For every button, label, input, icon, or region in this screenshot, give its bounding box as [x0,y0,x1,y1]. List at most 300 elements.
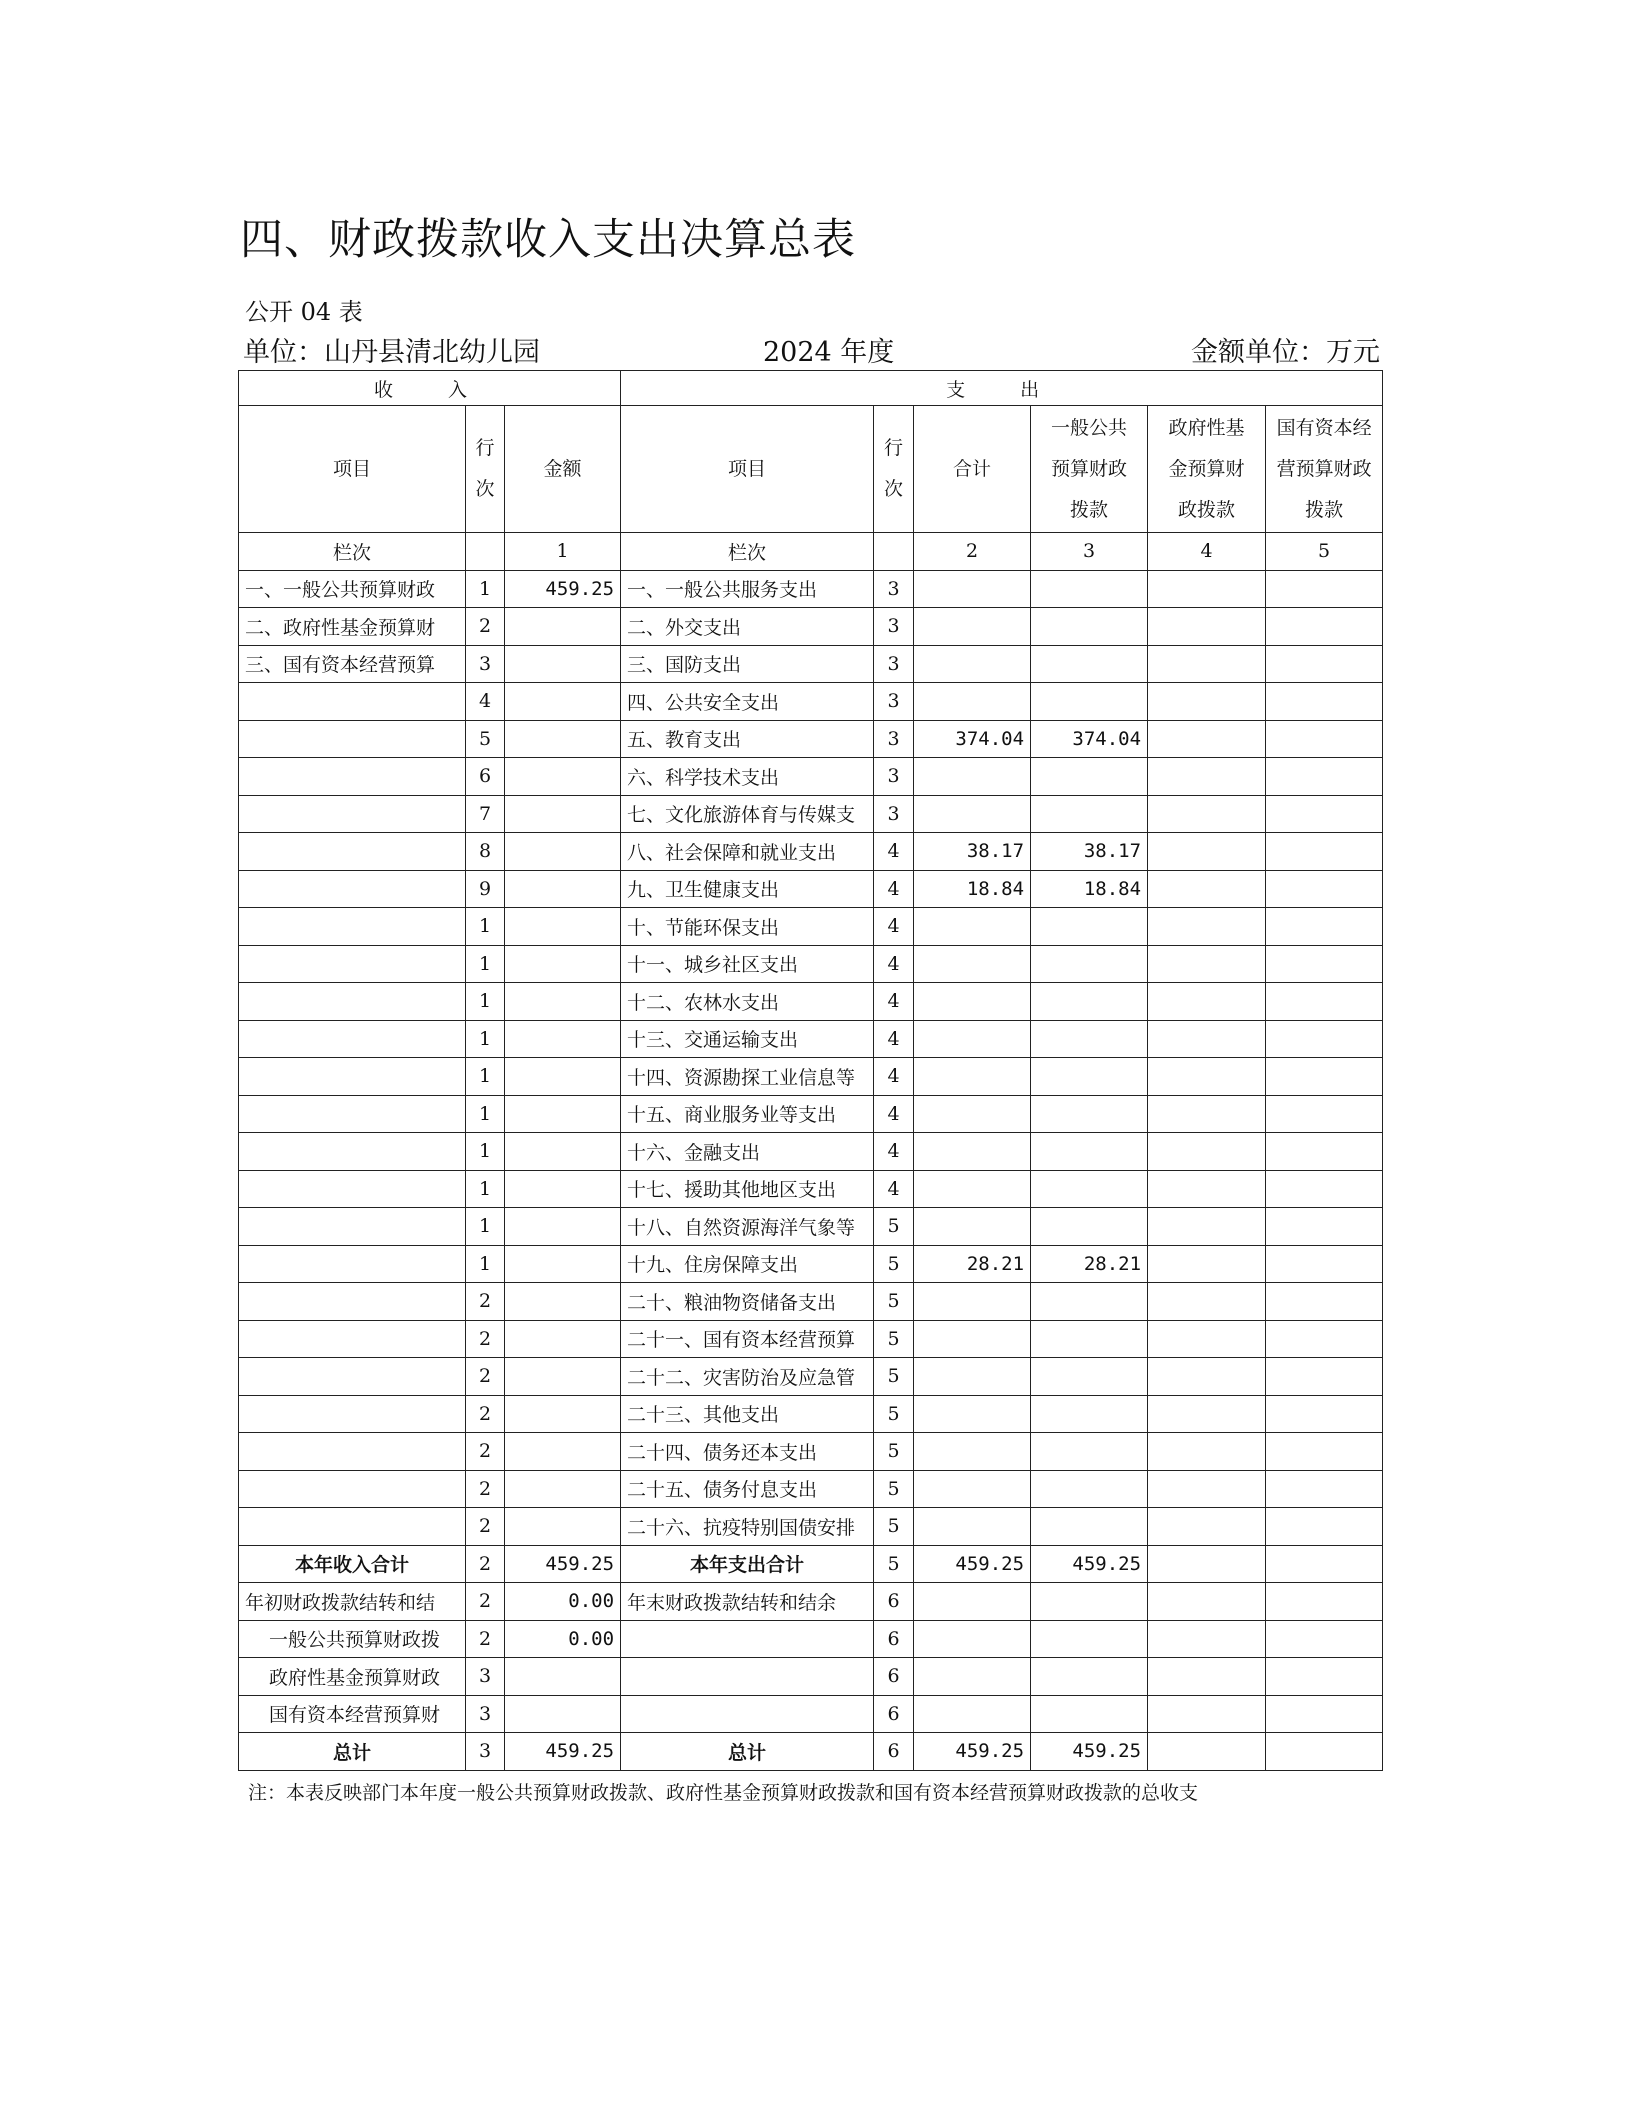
expense-item-cell: 五、教育支出 [621,720,874,758]
state-capital-cell [1266,983,1383,1021]
fiscal-year: 2024 年度 [763,337,895,368]
table-row [239,833,1383,871]
general-budget-cell [1031,1133,1148,1171]
total-cell [914,758,1031,796]
income-item-cell [239,1283,466,1321]
expense-line-cell: 5 [874,1283,914,1321]
expense-line-cell: 6 [874,1583,914,1621]
income-amount-cell: 459.25 [505,1733,621,1771]
colno-4: 4 [1148,533,1266,571]
state-capital-cell [1266,1320,1383,1358]
state-capital-cell [1266,1658,1383,1696]
table-row [239,983,1383,1021]
fund-budget-cell [1148,1133,1266,1171]
expense-item-cell: 十六、金融支出 [621,1133,874,1171]
column-header-row [239,406,1383,533]
total-cell [914,683,1031,721]
expense-line-cell: 3 [874,683,914,721]
income-amount-cell [505,833,621,871]
expense-line-cell: 4 [874,1170,914,1208]
income-amount-cell [505,1283,621,1321]
income-line-cell: 7 [466,795,505,833]
table-row [239,1433,1383,1471]
colno-blank-expense [874,533,914,571]
income-amount-cell: 0.00 [505,1620,621,1658]
general-budget-cell: 459.25 [1031,1545,1148,1583]
income-item-cell [239,1358,466,1396]
table-row [239,683,1383,721]
fund-budget-cell [1148,833,1266,871]
income-amount-cell [505,1095,621,1133]
general-budget-cell [1031,1695,1148,1733]
general-budget-cell [1031,945,1148,983]
general-budget-cell [1031,1470,1148,1508]
expense-item-cell: 三、国防支出 [621,645,874,683]
income-amount-cell [505,908,621,946]
reporting-unit: 单位：山丹县清北幼儿园 [243,337,540,368]
total-cell [914,1470,1031,1508]
income-line-cell: 2 [466,1358,505,1396]
table-row [239,1020,1383,1058]
general-budget-cell: 38.17 [1031,833,1148,871]
expense-line-cell: 4 [874,908,914,946]
state-capital-cell [1266,1358,1383,1396]
fund-budget-cell [1148,1020,1266,1058]
general-budget-cell [1031,1395,1148,1433]
income-item-cell [239,983,466,1021]
expense-item-cell: 十七、援助其他地区支出 [621,1170,874,1208]
income-line-cell: 1 [466,1020,505,1058]
fund-budget-cell [1148,1658,1266,1696]
expense-line-cell: 5 [874,1433,914,1471]
expense-item-cell: 二十、粮油物资储备支出 [621,1283,874,1321]
income-item-cell [239,720,466,758]
income-amount-cell [505,1470,621,1508]
expense-item-cell: 年末财政拨款结转和结余 [621,1583,874,1621]
state-capital-cell [1266,1208,1383,1246]
income-amount-cell [505,1245,621,1283]
expense-line-cell: 4 [874,870,914,908]
expense-item-cell: 九、卫生健康支出 [621,870,874,908]
income-item-cell [239,833,466,871]
general-budget-cell [1031,645,1148,683]
expense-line-cell: 5 [874,1470,914,1508]
general-budget-cell [1031,1620,1148,1658]
state-capital-cell [1266,1245,1383,1283]
fund-budget-cell [1148,1245,1266,1283]
general-budget-cell [1031,1208,1148,1246]
expense-item-cell: 七、文化旅游体育与传媒支 [621,795,874,833]
income-item-cell: 年初财政拨款结转和结 [239,1583,466,1621]
income-line-cell: 2 [466,1470,505,1508]
state-capital-cell [1266,1470,1383,1508]
page-title: 四、财政拨款收入支出决算总表 [240,215,856,265]
fund-budget-cell [1148,1733,1266,1771]
expense-item-cell: 本年支出合计 [621,1545,874,1583]
money-unit: 金额单位：万元 [1191,337,1380,368]
income-line-cell: 1 [466,1208,505,1246]
table-row [239,608,1383,646]
fund-budget-cell [1148,1058,1266,1096]
income-line-cell: 1 [466,945,505,983]
total-cell [914,945,1031,983]
income-item-cell [239,683,466,721]
income-item-cell [239,1320,466,1358]
table-row [239,1133,1383,1171]
income-section-label: 收 入 [239,371,621,406]
total-cell [914,1620,1031,1658]
table-row [239,908,1383,946]
income-line-cell: 4 [466,683,505,721]
state-capital-cell [1266,645,1383,683]
fund-budget-cell [1148,1095,1266,1133]
expense-item-cell: 十、节能环保支出 [621,908,874,946]
expense-item-cell: 十二、农林水支出 [621,983,874,1021]
income-item-cell [239,945,466,983]
expense-line-cell: 5 [874,1245,914,1283]
total-cell [914,1395,1031,1433]
income-line-cell: 1 [466,1058,505,1096]
expense-line-cell: 4 [874,983,914,1021]
state-capital-cell [1266,833,1383,871]
table-row [239,795,1383,833]
fund-budget-header: 政府性基金预算财政拨款 [1148,406,1266,533]
fund-budget-cell [1148,1208,1266,1246]
expense-item-cell: 一、一般公共服务支出 [621,570,874,608]
expense-line-cell: 4 [874,1020,914,1058]
total-cell [914,1320,1031,1358]
total-cell [914,1170,1031,1208]
state-capital-cell [1266,1433,1383,1471]
general-budget-cell [1031,683,1148,721]
state-capital-cell [1266,1733,1383,1771]
expense-line-cell: 3 [874,795,914,833]
meta-line [243,330,1380,368]
expense-item-cell: 十八、自然资源海洋气象等 [621,1208,874,1246]
income-item-cell [239,1245,466,1283]
fund-budget-cell [1148,983,1266,1021]
income-amount-cell [505,720,621,758]
expense-line-cell: 6 [874,1658,914,1696]
state-capital-cell [1266,1058,1383,1096]
total-cell [914,570,1031,608]
income-item-cell: 本年收入合计 [239,1545,466,1583]
income-amount-cell [505,758,621,796]
expense-item-cell: 二十四、债务还本支出 [621,1433,874,1471]
income-line-cell: 2 [466,1283,505,1321]
income-line-cell: 2 [466,1583,505,1621]
income-amount-cell [505,683,621,721]
income-line-cell: 1 [466,1170,505,1208]
colno-blank [466,533,505,571]
fund-budget-cell [1148,758,1266,796]
colno-label-expense: 栏次 [621,533,874,571]
fund-budget-cell [1148,1395,1266,1433]
income-line-cell: 1 [466,570,505,608]
expense-line-cell: 3 [874,608,914,646]
general-budget-cell: 374.04 [1031,720,1148,758]
income-amount-cell [505,1133,621,1171]
income-item-cell [239,758,466,796]
fund-budget-cell [1148,1320,1266,1358]
general-budget-cell [1031,1508,1148,1546]
general-budget-cell [1031,908,1148,946]
expense-item-cell: 二十一、国有资本经营预算 [621,1320,874,1358]
income-amount-cell [505,1320,621,1358]
state-capital-cell [1266,795,1383,833]
expense-line-cell: 5 [874,1545,914,1583]
income-item-cell: 三、国有资本经营预算 [239,645,466,683]
year-total-row [239,1545,1383,1583]
expense-line-cell: 6 [874,1733,914,1771]
fund-budget-cell [1148,1170,1266,1208]
fund-budget-cell [1148,1545,1266,1583]
fund-budget-cell [1148,1583,1266,1621]
income-line-cell: 1 [466,1095,505,1133]
income-item-cell [239,908,466,946]
expense-line-cell: 3 [874,645,914,683]
income-line-cell: 3 [466,1658,505,1696]
expense-item-cell: 二十三、其他支出 [621,1395,874,1433]
fund-budget-cell [1148,1508,1266,1546]
expense-item-cell: 二、外交支出 [621,608,874,646]
fund-budget-cell [1148,870,1266,908]
total-cell [914,983,1031,1021]
income-amount-cell [505,608,621,646]
total-cell [914,1208,1031,1246]
income-line-cell: 3 [466,1695,505,1733]
fund-budget-cell [1148,908,1266,946]
income-amount-cell [505,1020,621,1058]
expense-item-cell: 八、社会保障和就业支出 [621,833,874,871]
expense-section-label: 支 出 [621,371,1383,406]
expense-line-cell: 5 [874,1358,914,1396]
general-budget-cell [1031,1095,1148,1133]
income-line-cell: 2 [466,1545,505,1583]
state-capital-cell [1266,1583,1383,1621]
income-amount-cell [505,1058,621,1096]
income-line-cell: 2 [466,608,505,646]
general-budget-cell [1031,1170,1148,1208]
total-cell: 38.17 [914,833,1031,871]
fund-budget-cell [1148,720,1266,758]
table-row [239,1358,1383,1396]
state-capital-cell [1266,1283,1383,1321]
income-line-cell: 9 [466,870,505,908]
income-item-cell [239,1508,466,1546]
form-number: 公开 04 表 [245,298,363,326]
table-row [239,1170,1383,1208]
colno-2: 2 [914,533,1031,571]
table-row [239,1470,1383,1508]
income-amount-cell [505,1695,621,1733]
table-row [239,945,1383,983]
expense-line-cell: 5 [874,1508,914,1546]
general-budget-cell [1031,1020,1148,1058]
expense-item-cell: 十九、住房保障支出 [621,1245,874,1283]
fund-budget-cell [1148,1283,1266,1321]
income-amount-cell [505,870,621,908]
income-item-cell: 政府性基金预算财政 [239,1658,466,1696]
fund-budget-cell [1148,645,1266,683]
total-cell [914,795,1031,833]
table-row [239,1320,1383,1358]
expense-line-cell: 3 [874,570,914,608]
expense-line-cell: 5 [874,1208,914,1246]
fund-budget-cell [1148,1695,1266,1733]
table-row [239,1283,1383,1321]
general-budget-cell [1031,1058,1148,1096]
income-amount-cell [505,1395,621,1433]
expense-line-header: 行次 [874,406,914,533]
total-cell [914,908,1031,946]
table-row [239,758,1383,796]
income-line-cell: 2 [466,1433,505,1471]
general-budget-cell [1031,1320,1148,1358]
income-line-cell: 1 [466,983,505,1021]
income-line-cell: 2 [466,1508,505,1546]
expense-line-cell: 4 [874,1095,914,1133]
fund-budget-cell [1148,1358,1266,1396]
total-cell [914,1583,1031,1621]
income-item-cell [239,1208,466,1246]
general-budget-cell: 459.25 [1031,1733,1148,1771]
colno-5: 5 [1266,533,1383,571]
general-budget-cell [1031,758,1148,796]
total-cell [914,1358,1031,1396]
fund-budget-cell [1148,1620,1266,1658]
state-capital-cell [1266,683,1383,721]
general-budget-cell [1031,1583,1148,1621]
expense-line-cell: 3 [874,720,914,758]
total-cell [914,1658,1031,1696]
grand-total-row [239,1733,1383,1771]
income-item-cell [239,1133,466,1171]
income-line-cell: 6 [466,758,505,796]
income-line-cell: 1 [466,1245,505,1283]
fund-budget-cell [1148,683,1266,721]
general-budget-cell [1031,1358,1148,1396]
total-cell: 459.25 [914,1545,1031,1583]
income-line-cell: 1 [466,908,505,946]
state-capital-header: 国有资本经营预算财政拨款 [1266,406,1383,533]
income-amount-cell [505,983,621,1021]
expense-item-cell [621,1620,874,1658]
state-capital-cell [1266,570,1383,608]
general-budget-cell: 28.21 [1031,1245,1148,1283]
state-capital-cell [1266,870,1383,908]
carry-state-row [239,1695,1383,1733]
income-item-cell: 一般公共预算财政拨 [239,1620,466,1658]
fund-budget-cell [1148,570,1266,608]
table-row [239,1095,1383,1133]
table-row [239,870,1383,908]
income-line-cell: 2 [466,1395,505,1433]
state-capital-cell [1266,908,1383,946]
expense-item-cell: 十五、商业服务业等支出 [621,1095,874,1133]
income-amount-cell: 459.25 [505,570,621,608]
expense-item-cell: 二十二、灾害防治及应急管 [621,1358,874,1396]
expense-line-cell: 4 [874,833,914,871]
income-item-cell [239,1058,466,1096]
total-cell: 18.84 [914,870,1031,908]
expense-item-cell: 二十五、债务付息支出 [621,1470,874,1508]
income-line-cell: 3 [466,645,505,683]
state-capital-cell [1266,1620,1383,1658]
general-budget-cell [1031,1283,1148,1321]
total-cell [914,1020,1031,1058]
income-amount-cell [505,795,621,833]
general-budget-cell [1031,608,1148,646]
state-capital-cell [1266,945,1383,983]
income-item-cell: 国有资本经营预算财 [239,1695,466,1733]
income-amount-cell [505,1433,621,1471]
income-amount-cell: 459.25 [505,1545,621,1583]
income-item-cell: 一、一般公共预算财政 [239,570,466,608]
total-cell [914,1508,1031,1546]
table-row [239,645,1383,683]
income-item-cell [239,1095,466,1133]
state-capital-cell [1266,1508,1383,1546]
fund-budget-cell [1148,945,1266,983]
expense-line-cell: 5 [874,1320,914,1358]
income-item-cell [239,1470,466,1508]
expense-item-cell [621,1695,874,1733]
colno-label: 栏次 [239,533,466,571]
column-number-row [239,533,1383,571]
income-line-cell: 8 [466,833,505,871]
colno-1: 1 [505,533,621,571]
carry-general-row [239,1620,1383,1658]
income-amount-cell [505,945,621,983]
fund-budget-cell [1148,1433,1266,1471]
table-note: 注：本表反映部门本年度一般公共预算财政拨款、政府性基金预算财政拨款和国有资本经营预算财政拨款的总收支 [248,1782,1199,1804]
expense-line-cell: 4 [874,1133,914,1171]
income-line-cell: 2 [466,1320,505,1358]
state-capital-cell [1266,758,1383,796]
table-row [239,1395,1383,1433]
total-cell [914,1695,1031,1733]
total-header: 合计 [914,406,1031,533]
fund-budget-cell [1148,608,1266,646]
state-capital-cell [1266,1095,1383,1133]
general-budget-cell [1031,983,1148,1021]
state-capital-cell [1266,1545,1383,1583]
income-item-cell [239,795,466,833]
expense-line-cell: 4 [874,945,914,983]
section-header-row [239,371,1383,406]
income-amount-cell [505,1170,621,1208]
carry-forward-row [239,1583,1383,1621]
carry-fund-row [239,1658,1383,1696]
expense-item-cell [621,1658,874,1696]
income-item-cell [239,1020,466,1058]
expense-item-cell: 十一、城乡社区支出 [621,945,874,983]
general-budget-cell [1031,795,1148,833]
income-item-cell [239,1170,466,1208]
expense-line-cell: 3 [874,758,914,796]
fund-budget-cell [1148,1470,1266,1508]
general-budget-cell [1031,1433,1148,1471]
total-cell: 28.21 [914,1245,1031,1283]
total-cell [914,1133,1031,1171]
income-amount-cell [505,645,621,683]
income-item-cell [239,1395,466,1433]
table-row [239,1508,1383,1546]
income-line-cell: 5 [466,720,505,758]
table-row [239,1245,1383,1283]
expense-item-header: 项目 [621,406,874,533]
